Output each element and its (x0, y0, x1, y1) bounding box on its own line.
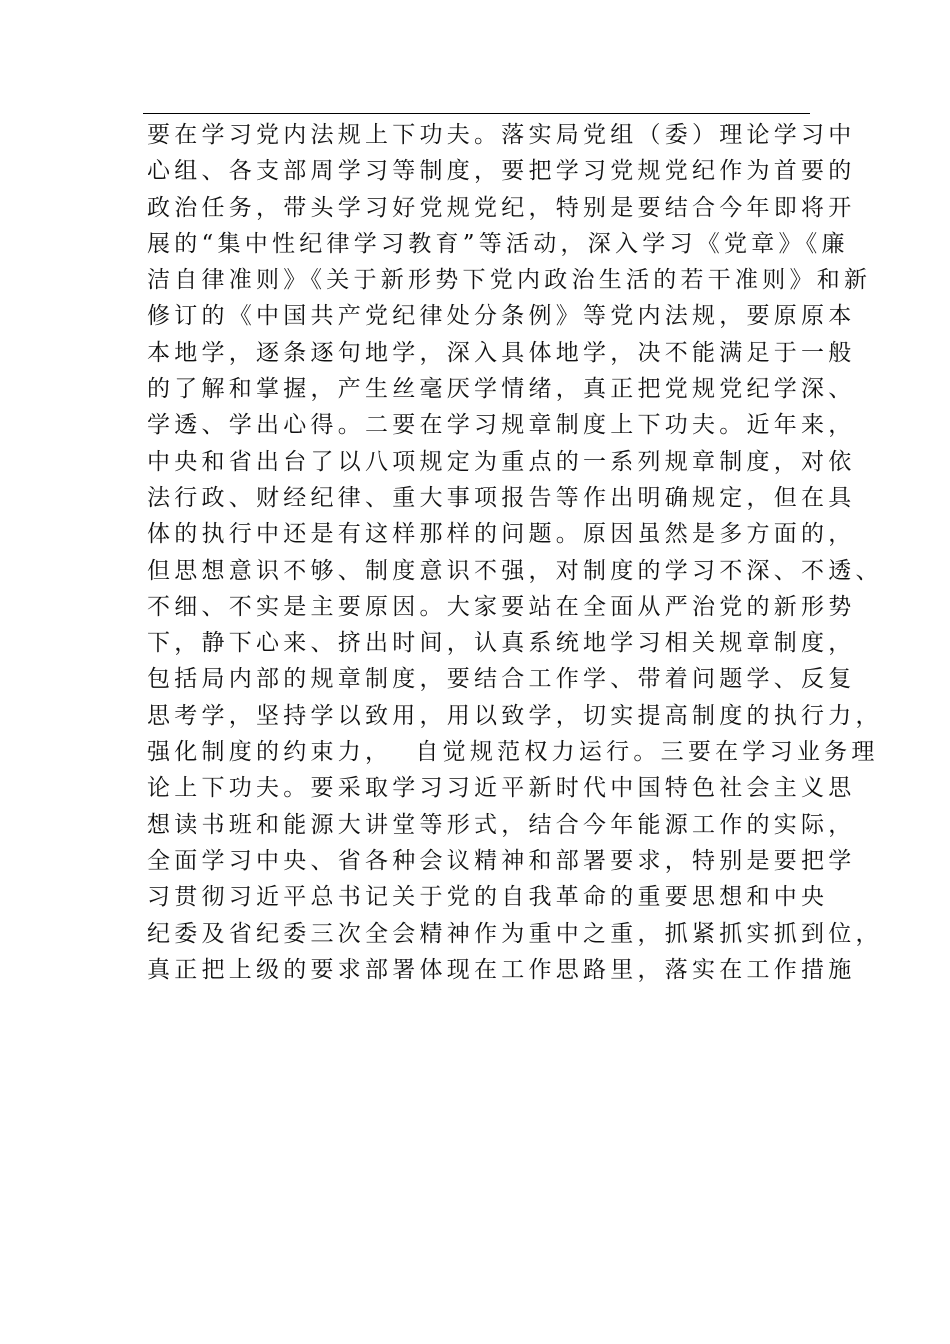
text-line: 要在学习党内法规上下功夫。落实局党组（委）理论学习中 (147, 122, 856, 148)
text-line: 论上下功夫。要采取学习习近平新时代中国特色社会主义思 (147, 775, 856, 802)
text-line: 强化制度的约束力， 自觉规范权力运行。三要在学习业务理 (147, 739, 879, 766)
text-line: 的了解和掌握，产生丝毫厌学情绪，真正把党规党纪学深、 (147, 376, 856, 403)
text-line: 真正把上级的要求部署体现在工作思路里，落实在工作措施 (147, 956, 856, 983)
text-line: 思考学，坚持学以致用，用以致学，切实提高制度的执行力， (147, 702, 883, 729)
text-line: 下，静下心来、挤出时间，认真系统地学习相关规章制度， (147, 630, 856, 657)
text-line: 心组、各支部周学习等制度，要把学习党规党纪作为首要的 (147, 158, 856, 185)
text-line: 学透、学出心得。二要在学习规章制度上下功夫。近年来， (147, 412, 856, 439)
text-line: 展的“集中性纪律学习教育”等活动，深入学习《党章》《廉 (147, 230, 849, 257)
text-line: 全面学习中央、省各种会议精神和部署要求，特别是要把学 (147, 847, 856, 874)
text-line: 纪委及省纪委三次全会精神作为重中之重，抓紧抓实抓到位， (147, 920, 883, 947)
text-line: 包括局内部的规章制度，要结合工作学、带着问题学、反复 (147, 666, 856, 693)
text-line: 不细、不实是主要原因。大家要站在全面从严治党的新形势 (147, 593, 856, 620)
body-text (147, 117, 883, 988)
text-line: 洁自律准则》《关于新形势下党内政治生活的若干准则》和新 (147, 267, 872, 294)
text-line: 本地学，逐条逐句地学，深入具体地学，决不能满足于一般 (147, 339, 856, 366)
header-rule (143, 113, 810, 114)
text-line: 法行政、财经纪律、重大事项报告等作出明确规定，但在具 (147, 484, 856, 511)
text-line: 体的执行中还是有这样那样的问题。原因虽然是多方面的， (147, 521, 856, 548)
text-line: 政治任务，带头学习好党规党纪，特别是要结合今年即将开 (147, 194, 856, 221)
text-line: 中央和省出台了以八项规定为重点的一系列规章制度，对依 (147, 448, 856, 475)
text-line: 习贯彻习近平总书记关于党的自我革命的重要思想和中央 (147, 884, 829, 911)
text-line: 想读书班和能源大讲堂等形式，结合今年能源工作的实际， (147, 811, 856, 838)
text-line: 修订的《中国共产党纪律处分条例》等党内法规，要原原本 (147, 303, 856, 330)
text-line: 但思想意识不够、制度意识不强，对制度的学习不深、不透、 (147, 557, 883, 584)
